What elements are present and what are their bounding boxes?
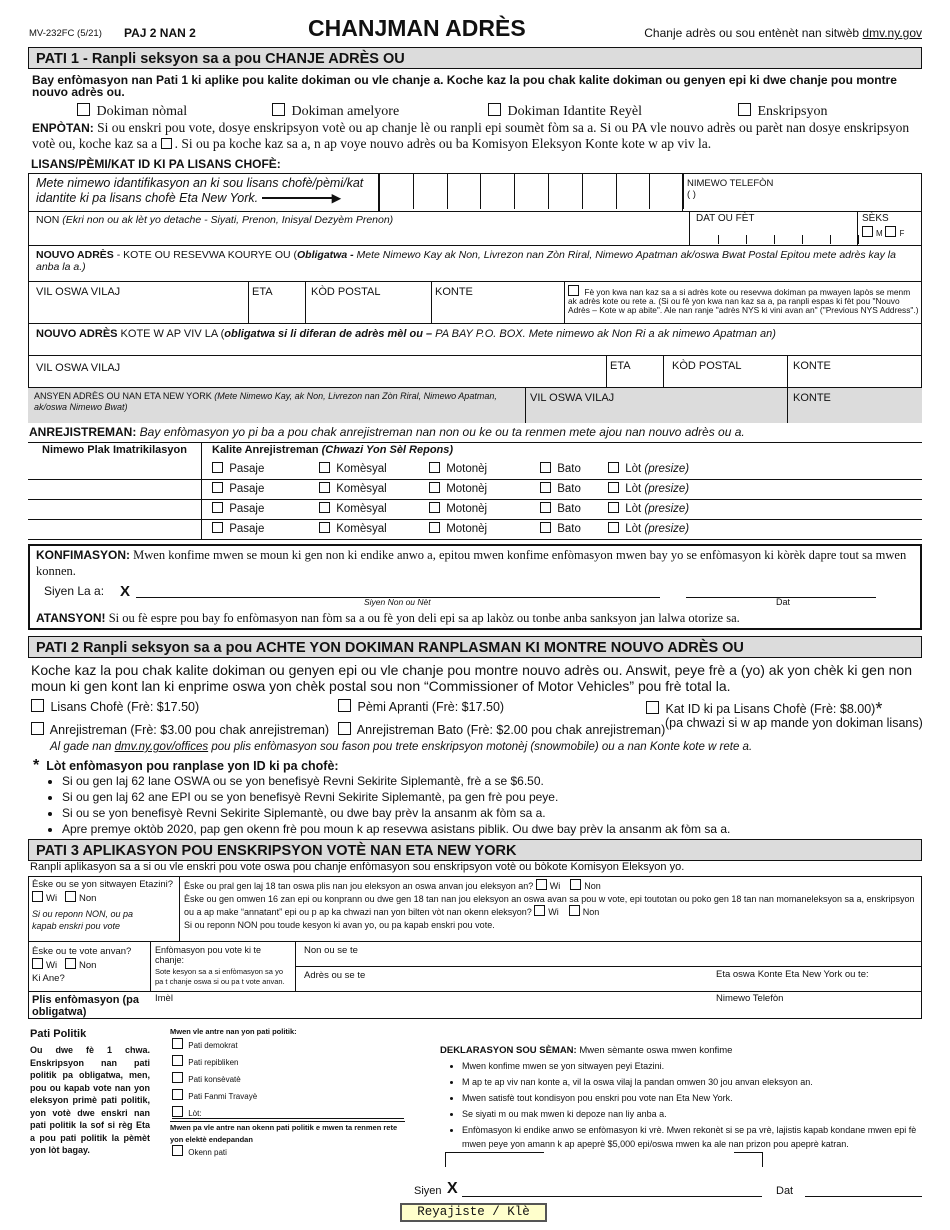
prev-county-field[interactable]: KONTE (787, 387, 922, 423)
prev-address-field[interactable]: ANSYEN ADRÈS OU NAN ETA NEW YORK (Mete Nimewo Kay, ak Non, Livrezon nan Zòn Riral, Nimewo Apatman, ak/oswa Nimewo Bwat) (28, 387, 525, 423)
id-digit-cell[interactable] (448, 173, 482, 209)
id-digit-cell[interactable] (380, 173, 414, 209)
date-caption: Dat (776, 597, 791, 607)
confirmation-text: KONFIMASYON: Mwen konfime mwen se moun ki gen non ki endike anwo a, epitou mwen konfime enfòmasyon mwen bay yo se enfòmasyon ki kòrèk dapre tout sa mwen konnen. (36, 548, 907, 578)
plate-number-field[interactable] (28, 460, 201, 479)
prev-city-field[interactable]: VIL OSWA VILAJ (525, 387, 787, 423)
form-id: MV-232FC (5/21) (29, 28, 102, 39)
opt-non-driver-note: (pa chwazi si w ap mande yon dokiman lisans) (665, 716, 923, 730)
id-digit-cell[interactable] (583, 173, 617, 209)
plate-header: Nimewo Plak Imatrikilasyon (42, 444, 187, 456)
no-party-option[interactable]: Okenn pati (172, 1145, 227, 1157)
warning-text: ATANSYON! Si ou fè espre pou bay fo enfòmasyon nan fòm sa a ou fè yon deli epi sa ap lakòz ou tonbe anba sanksyon jan lalwa otorize sa. (36, 611, 740, 625)
part1-intro: Bay enfòmasyon nan Pati 1 ki aplike pou kalite dokiman ou vle chanje a. Koche kaz la pou chak kalite dokiman ou genyen epi ki dwe chanje pou montre nouvo adrès ou. (32, 73, 897, 99)
list-item: • Se siyati m ou mak mwen ki depoze nan liy anba a. (462, 1107, 937, 1121)
age16-yes-checkbox[interactable] (534, 905, 545, 916)
opt-learner-permit[interactable]: Pèmi Apranti (Frè: $17.50) (338, 699, 504, 714)
part2-heading: PATI 2 Ranpli seksyon sa a pou ACHTE YON DOKIMAN RANPLASMAN KI MONTRE NOUVO ADRÈS OU (28, 636, 922, 658)
vehicle-type-option[interactable]: Pasaje (212, 482, 264, 495)
dob-field[interactable]: DAT OU FÈT (689, 211, 857, 245)
license-heading: LISANS/PÈMI/KAT ID KI PA LISANS CHOFÈ: (31, 157, 281, 171)
party-question: Mwen vle antre nan yon pati politik: (170, 1027, 297, 1036)
changed-info-label: Enfòmasyon pou vote ki te chanje: Sote kesyon sa a si enfòmasyon sa yo pa t chanje oswa si ou pa t vote anvan. (150, 941, 295, 991)
mail-county-field[interactable]: KONTE (431, 281, 564, 323)
dob-tick (746, 235, 747, 244)
party-option[interactable]: Lòt: (172, 1106, 404, 1119)
age18-no-checkbox[interactable] (570, 879, 581, 890)
voter-date-label: Dat (776, 1185, 794, 1197)
voter-date-line[interactable] (805, 1195, 922, 1197)
new-live-address-field[interactable]: NOUVO ADRÈS KOTE W AP VIV LA (obligatwa si li diferan de adrès mèl ou – PA BAY P.O. BOX. Mete nimewo ak Non Ri a ak nimewo Apatman an) (28, 323, 922, 355)
vehicle-type-option[interactable]: Lòt (presize) (608, 482, 689, 495)
declaration-list (444, 1059, 937, 1153)
list-item: • Mwen konfime mwen se yon sitwayen peyi Etazini. (462, 1059, 937, 1073)
opt-non-driver-id[interactable]: Kat ID ki pa Lisans Chofè (Frè: $8.00)* (646, 699, 882, 720)
list-item: • Mwen satisfè tout kondisyon pou enskri pou vote nan Eta New York. (462, 1091, 937, 1105)
citizen-no-checkbox[interactable] (65, 891, 76, 902)
vehicle-type-option[interactable]: Motonèj (429, 502, 487, 515)
voter-optout-checkbox[interactable] (161, 138, 172, 149)
list-item: • M ap te ap viv nan konte a, vil la oswa vilaj la pandan omwen 30 jou anvan eleksyon an. (462, 1075, 937, 1089)
online-note: Chanje adrès ou sou entènèt nan sitwèb dmv.ny.gov (644, 26, 922, 40)
dob-tick (718, 235, 719, 244)
part3-heading: PATI 3 APLIKASYON POU ENSKRIPSYON VOTÈ NAN ETA NEW YORK (28, 839, 922, 861)
vehicle-type-option[interactable]: Komèsyal (319, 462, 387, 475)
id-digit-cell[interactable] (481, 173, 515, 209)
non-driver-note-heading: * Lòt enfòmasyon pou ranplase yon ID ki pa chofè: (33, 757, 339, 774)
id-instruction: Mete nimewo idantifikasyon an ki sou lisans chofè/pèmi/kat idantite ki pa lisans chofè Eta New York. ▶ (36, 176, 364, 205)
mail-city-field[interactable]: VIL OSWA VILAJ (28, 281, 248, 323)
same-address-note: Fè yon kwa nan kaz sa a si adrès kote ou resevwa dokiman pa mwayen lapòs se menm ak adrès kote ou rete a. (Si ou fè yon kwa nan kaz sa a, pa ranpli espas ki fèt pou "Nouvo Adrès – Kote w ap abite". Ale nan ranje "adrès NYS ki vini avan an" ("Previous NYS Address".) (564, 281, 922, 323)
page-number: PAJ 2 NAN 2 (124, 26, 196, 40)
part1-heading: PATI 1 - Ranpli seksyon sa a pou CHANJE ADRÈS OU (28, 47, 922, 69)
vehicle-type-option[interactable]: Komèsyal (319, 482, 387, 495)
no-party-note: Mwen pa vle antre nan okenn pati politik e mwen ta renmen rete yon elektè endepandan (170, 1121, 405, 1146)
opt-driver-license[interactable]: Lisans Chofè (Frè: $17.50) (31, 699, 199, 714)
signature-caption: Siyen Non ou Nèt (364, 597, 431, 607)
phone-field[interactable]: NIMEWO TELEFÒN ( ) (682, 173, 922, 211)
type-header: Kalite Anrejistreman (Chwazi Yon Sèl Repons) (201, 442, 922, 460)
id-number-grid[interactable] (378, 173, 682, 211)
vehicle-type-option[interactable]: Lòt (presize) (608, 462, 689, 475)
id-digit-cell[interactable] (650, 173, 684, 209)
age-questions: Èske ou pral gen laj 18 tan oswa plis nan jou eleksyon an oswa anvan jou eleksyon an? Wi Non Èske ou gen omwen 16 zan epi ou konprann ou dwe gen 18 tan nan jou eleksyon an oswa avan sa pou w vote, epi toutotan ou poko gen 18 tan nan momaneleksyon sa a, enskripsyon ou a ap make “annatant” epi ou p ap ka chwazi nan yon bilten vòt nan okenn eleksyon? Wi Non Si ou reponn NON pou toude kesyon ki avan yo, ou pa kapab enskri pou vote. (179, 876, 922, 941)
plate-number-field[interactable] (28, 520, 201, 539)
voter-phone-field[interactable]: Nimewo Telefòn (716, 993, 784, 1004)
id-digit-cell[interactable] (617, 173, 651, 209)
mail-state-field[interactable]: ETA (248, 281, 305, 323)
name-field[interactable]: NON (Ekri non ou ak lèt yo detache - Siyati, Prenon, Inisyal Dezyèm Prenon) (28, 211, 922, 245)
party-description: Ou dwe fè 1 chwa. Enskripsyon nan pati politik pa obligatwa, men, pou ou kapab vote nan yon eleksyon primè pati politik, yon votè dwe enskri nan pati politik la sof si règ Eta a pou pati politik la pèmèt yon lòt bagay. (30, 1045, 150, 1155)
dob-tick (830, 235, 831, 244)
signature-box-corner (734, 1152, 763, 1167)
party-option[interactable]: Pati demokrat (172, 1038, 238, 1050)
vehicle-type-option[interactable]: Lòt (presize) (608, 522, 689, 535)
party-option[interactable]: Pati Fanmi Travayè (172, 1089, 257, 1101)
party-heading: Pati Politik (30, 1028, 87, 1040)
live-county-field[interactable]: KONTE (787, 355, 922, 387)
vehicle-type-option[interactable]: Lòt (presize) (608, 502, 689, 515)
list-item: • Apre premye oktòb 2020, pap gen okenn frè pou moun k ap resevwa asistans piblik. Ou dwe bay prèv la ansanm ak fòm sa a. (62, 822, 922, 836)
registration-note: ANREJISTREMAN: Bay enfòmasyon yo pi ba a pou chak anrejistreman nan non ou ke ou ta renmen mete ajou nan nouvo adrès ou a. (29, 425, 745, 439)
vehicle-type-option[interactable]: Pasaje (212, 502, 264, 515)
vehicle-type-option[interactable]: Bato (540, 462, 581, 475)
part3-intro: Ranpli aplikasyon sa a si ou vle enskri pou vote oswa pou chanje enfòmasyon sou enskripsyon votè ou bòkote Komisyon Eleksyon yo. (30, 861, 685, 873)
age16-no-checkbox[interactable] (569, 905, 580, 916)
voted-yes-checkbox[interactable] (32, 958, 43, 969)
live-state-field[interactable]: ETA (606, 355, 663, 387)
sex-f-checkbox[interactable] (885, 226, 896, 237)
vehicle-type-option[interactable]: Motonèj (429, 462, 487, 475)
sex-m-checkbox[interactable] (862, 226, 873, 237)
new-mail-address-field[interactable]: NOUVO ADRÈS - KOTE OU RESEVWA KOURYE OU (Obligatwa - Mete Nimewo Kay ak Non, Livrezon nan Zòn Riral, Nimewo Apatman ak/oswa Bwat Postal Epitou mete adrès kay la anba la a.) (28, 245, 922, 281)
vehicle-type-option[interactable]: Komèsyal (319, 522, 387, 535)
citizen-question: Èske ou se yon sitwayen Etazini? Wi Non Si ou reponn NON, ou pa kapab enskri pou vote (32, 879, 173, 931)
live-city-field[interactable]: VIL OSWA VILAJ (28, 355, 606, 387)
prev-name-field[interactable]: Non ou se te (295, 941, 922, 966)
vehicle-type-option[interactable]: Bato (540, 522, 581, 535)
id-digit-cell[interactable] (414, 173, 448, 209)
offices-note: Al gade nan dmv.ny.gov/offices pou plis enfòmasyon sou fason pou trete enskripsyon motonèj (snowmobile) ou a nan Konte kote w rete a. (50, 741, 753, 753)
citizen-yes-checkbox[interactable] (32, 891, 43, 902)
reset-button[interactable]: Reyajiste / Klè (400, 1203, 547, 1222)
doc-type-enhanced[interactable]: Dokiman amelyore (272, 103, 399, 120)
part2-intro: Koche kaz la pou chak kalite dokiman ou genyen epi ou vle chanje pou montre nouvo adrès ou. Answit, peye frè a (yo) ak yon chèk ki gen non moun ki gen kont lan ki enprime oswa yon chèk postal sou non “Commissioner of Motor Vehicles” pou frè total la. (31, 662, 912, 694)
list-item: • Si ou gen laj 62 lane OSWA ou se yon benefisyè Revni Sekirite Siplemantè, frè a se $6.50. (62, 774, 922, 788)
dob-tick (802, 235, 803, 244)
live-zip-field[interactable]: KÒD POSTAL (663, 355, 787, 387)
party-option[interactable]: Pati repibliken (172, 1055, 238, 1067)
vehicle-type-option[interactable]: Bato (540, 502, 581, 515)
dmv-link[interactable]: dmv.ny.gov (862, 26, 922, 40)
fee-bullets (44, 774, 922, 838)
opt-boat-registration[interactable]: Anrejistreman Bato (Frè: $2.00 pou chak anrejistreman) (338, 722, 665, 737)
declaration-heading: DEKLARASYON SOU SÈMAN: Mwen sèmante oswa mwen konfime (440, 1045, 733, 1056)
mail-zip-field[interactable]: KÒD POSTAL (305, 281, 431, 323)
page-title: CHANJMAN ADRÈS (308, 15, 526, 41)
vehicle-type-option[interactable]: Pasaje (212, 462, 264, 475)
vehicle-type-option[interactable]: Pasaje (212, 522, 264, 535)
plate-number-field[interactable] (28, 480, 201, 499)
prev-voter-address-field[interactable]: Adrès ou se te (295, 966, 922, 991)
sign-x-mark: X (120, 583, 131, 600)
party-option[interactable]: Pati konsèvatè (172, 1072, 241, 1084)
doc-type-real-id[interactable]: Dokiman Idantite Reyèl (488, 103, 642, 120)
opt-registration[interactable]: Anrejistreman (Frè: $3.00 pou chak anrejistreman) (31, 722, 329, 737)
more-info-label: Plis enfòmasyon (pa obligatwa) (28, 991, 150, 1019)
list-item: • Si ou gen laj 62 ane EPI ou se yon benefisyè Revni Sekirite Siplemantè, pa gen frè pou peye. (62, 790, 922, 804)
vehicle-type-option[interactable]: Motonèj (429, 482, 487, 495)
signature-box-corner (445, 1152, 544, 1167)
id-digit-cell[interactable] (515, 173, 549, 209)
voter-email-field[interactable]: Imèl (150, 991, 922, 1019)
doc-type-normal[interactable]: Dokiman nòmal (77, 103, 187, 120)
sex-field[interactable]: SÈKS M F (857, 211, 922, 245)
important-note: ENPÒTAN: Si ou enskri pou vote, dosye enskripsyon votè ou ap chanje lè ou ranpli epi soumèt fòm sa a. Si ou PA vle nouvo adrès ou parèt nan dosye enskripsyon votè ou, koche kaz sa a . Si ou pa koche kaz sa a, n ap voye nouvo adrès ou ba Komisyon Eleksyon Konte kote w ap viv la. (32, 120, 910, 151)
voted-no-checkbox[interactable] (65, 958, 76, 969)
list-item: • Si ou se yon benefisyè Revni Sekirite Siplemantè, ou dwe bay prèv la ansanm ak fòm sa a. (62, 806, 922, 820)
age18-yes-checkbox[interactable] (536, 879, 547, 890)
vehicle-type-option[interactable]: Motonèj (429, 522, 487, 535)
dob-tick (774, 235, 775, 244)
id-digit-cell[interactable] (549, 173, 583, 209)
sign-here-label: Siyen La a: (44, 584, 105, 598)
voter-signature-line[interactable] (462, 1195, 762, 1197)
voter-sign-label: Siyen (414, 1185, 442, 1197)
offices-link[interactable]: dmv.ny.gov/offices (114, 741, 209, 753)
doc-type-registration[interactable]: Enskripsyon (738, 103, 828, 120)
vehicle-type-option[interactable]: Komèsyal (319, 502, 387, 515)
voter-sign-x: X (447, 1180, 458, 1197)
vehicle-type-option[interactable]: Bato (540, 482, 581, 495)
list-item: • Enfòmasyon ki endike anwo se enfòmasyon ki vrè. Mwen rekonèt si se pa vrè, lajistis kapab kondane mwen epi fè mwen peye yon amann k ap apeprè $5,000 epi/oswa mwen ka ale nan prizon pou apeprè katran. (462, 1123, 937, 1151)
voted-before-question: Èske ou te vote anvan? Wi Non Ki Ane? (28, 941, 150, 991)
plate-number-field[interactable] (28, 500, 201, 519)
prev-county-label: Eta oswa Konte Eta New York ou te: (716, 969, 869, 980)
same-address-checkbox[interactable] (568, 285, 579, 296)
